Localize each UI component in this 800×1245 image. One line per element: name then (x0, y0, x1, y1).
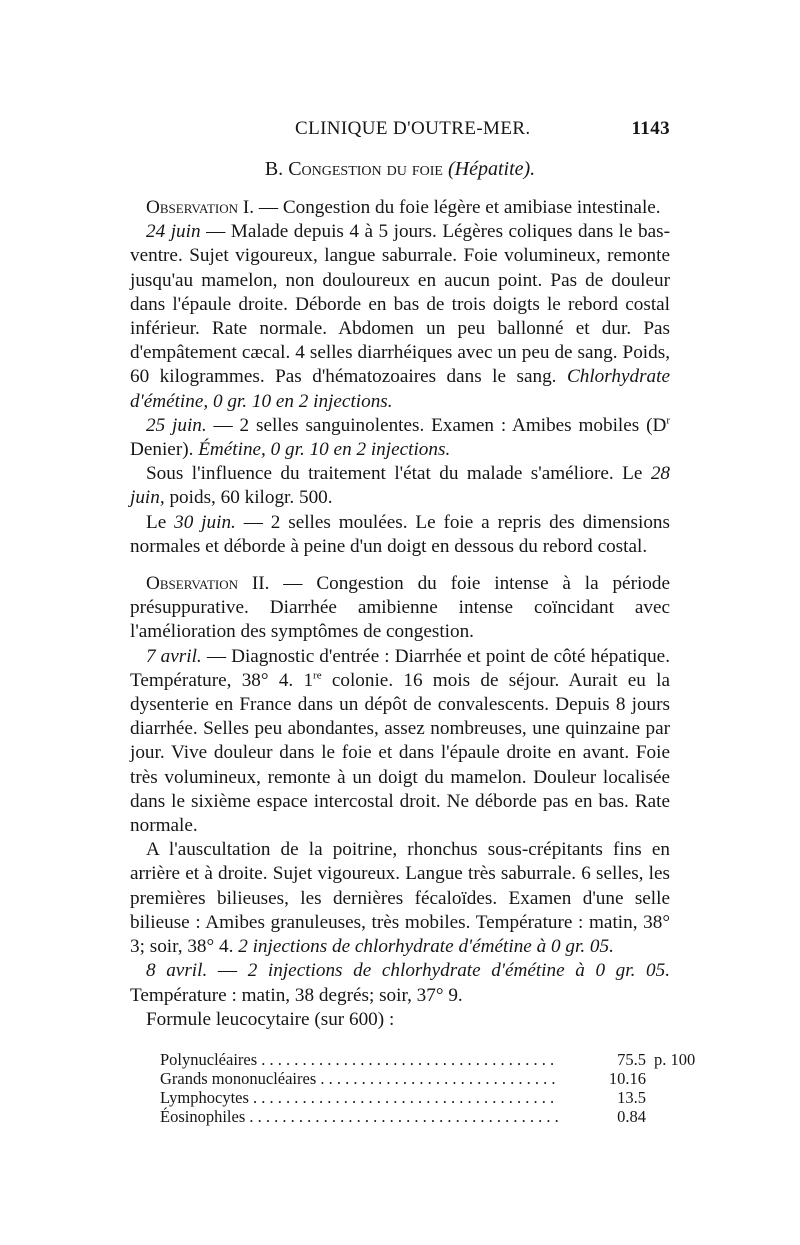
observation-1-heading (130, 196, 670, 220)
paragraph-text: Denier). (130, 439, 194, 461)
row-value: 13.5 (617, 1088, 646, 1107)
observation-label: Observation II. (146, 573, 270, 595)
paragraph (130, 414, 670, 462)
row-value: 10.16 (608, 1069, 646, 1088)
paragraph-text: A l'auscultation de la poitrine, rhonchus sous-crépitants fins en arrière et à droite. Sujet vigoureux. Langue très saburrale. 6 selles, les premières bilieuses, les dernières fécaloïdes. Examen d'une selle bilieuse : Amibes granuleuses, très mobiles. Température : matin, 38° 3; soir, 38° 4. (130, 839, 670, 958)
prescription: 2 injections de chlorhydrate d'émétine à 0 gr. 05. (238, 936, 614, 958)
paragraph (130, 511, 670, 559)
table-row (160, 1050, 696, 1069)
date: 24 juin (146, 221, 201, 243)
paragraph-text: — (217, 960, 238, 982)
paragraph-text: poids, 60 kilogr. 500. (169, 487, 333, 509)
row-label: Lymphocytes . . . (160, 1088, 558, 1107)
page-number: 1143 (631, 118, 670, 139)
paragraph-text: — Diagnostic d'entrée : Diarrhée et point de côté hépatique. Température, 38° 4. 1 (130, 645, 670, 691)
date: 25 juin. (146, 414, 207, 436)
superscript: re (313, 669, 322, 682)
date: 28 juin, (130, 463, 671, 509)
paragraph-text: Formule leucocytaire (sur 600) : (146, 1008, 395, 1030)
table-row (160, 1069, 680, 1088)
superscript: r (666, 414, 671, 427)
prescription: Chlorhydrate d'émétine, 0 gr. 10 en 2 injections. (130, 366, 670, 412)
body-text (130, 196, 670, 1032)
date: 30 juin. (174, 511, 236, 533)
paragraph-text: Le (146, 511, 167, 533)
row-label: Éosinophiles . . . (160, 1107, 558, 1126)
table-row (160, 1107, 680, 1126)
observation-2-heading (130, 572, 670, 645)
row-unit: p. 100 (654, 1050, 696, 1069)
prescription: Émétine, 0 gr. 10 en 2 injections. (198, 439, 451, 461)
prescription: 2 injections de chlorhydrate d'émétine à 0 gr. 05. (247, 960, 671, 982)
paragraph-text: Sous l'influence du traitement l'état du malade s'améliore. Le (146, 463, 643, 485)
paragraph-text: — 2 selles sanguinolentes. Examen : Amibes mobiles (D (213, 414, 667, 436)
section-subtitle: (Hépatite). (447, 158, 536, 180)
paragraph-text: Température : matin, 38 degrés; soir, 37° 9. (130, 984, 463, 1006)
row-label: Grands mononucléaires . . . (160, 1069, 558, 1088)
paragraph (130, 1008, 670, 1032)
paragraph (130, 220, 670, 414)
observation-label: Observation I. (146, 197, 255, 218)
paragraph (130, 959, 670, 1007)
date: 7 avril. (146, 645, 202, 667)
row-label: Polynucléaires . . . (160, 1050, 558, 1069)
leucocyte-table (160, 1050, 696, 1126)
row-value: 0.84 (617, 1107, 646, 1126)
date: 8 avril. (146, 960, 208, 982)
running-title: CLINIQUE D'OUTRE-MER. (295, 118, 531, 139)
paragraph (130, 462, 670, 510)
running-header (130, 114, 670, 144)
table-row (160, 1088, 680, 1107)
paragraph-text: — 2 selles moulées. Le foie a repris des dimensions normales et déborde à peine d'un doigt en dessous du rebord costal. (130, 511, 670, 557)
section-heading (130, 158, 670, 181)
paragraph (130, 645, 670, 839)
observation-title: — Congestion du foie légère et amibiase intestinale. (258, 197, 661, 218)
paragraph-text: colonie. 16 mois de séjour. Aurait eu la dysenterie en France dans un dépôt de convalescents. Depuis 8 jours diarrhée. Selles peu abondantes, assez nombreuses, une quinzaine par jour. Vive douleur dans le foie et dans l'épaule droite en avant. Foie très volumineux, remonte à un doigt du mamelon. Douleur localisée dans le sixième espace intercostal droit. Ne déborde pas en bas. Rate normale. (130, 669, 670, 837)
row-value: 75.5 (617, 1050, 646, 1069)
section-prefix: B. (264, 158, 284, 180)
section-title: Congestion du foie (288, 158, 443, 180)
paragraph-text: — Malade depuis 4 à 5 jours. Légères coliques dans le bas-ventre. Sujet vigoureux, langue saburrale. Foie volumineux, remonte jusqu'au mamelon, non douloureux en aucun point. Pas de douleur dans l'épaule droite. Déborde en bas de trois doigts le rebord costal inférieur. Rate normale. Abdomen un peu ballonné et dur. Pas d'empâtement cæcal. 4 selles diarrhéiques avec un peu de sang. Poids, 60 kilogrammes. Pas d'hématozoaires dans le sang. (130, 221, 670, 388)
observation-title: — Congestion du foie intense à la période présuppurative. Diarrhée amibienne intense coïncidant avec l'amélioration des symptômes de congestion. (130, 573, 670, 643)
paragraph (130, 838, 670, 959)
